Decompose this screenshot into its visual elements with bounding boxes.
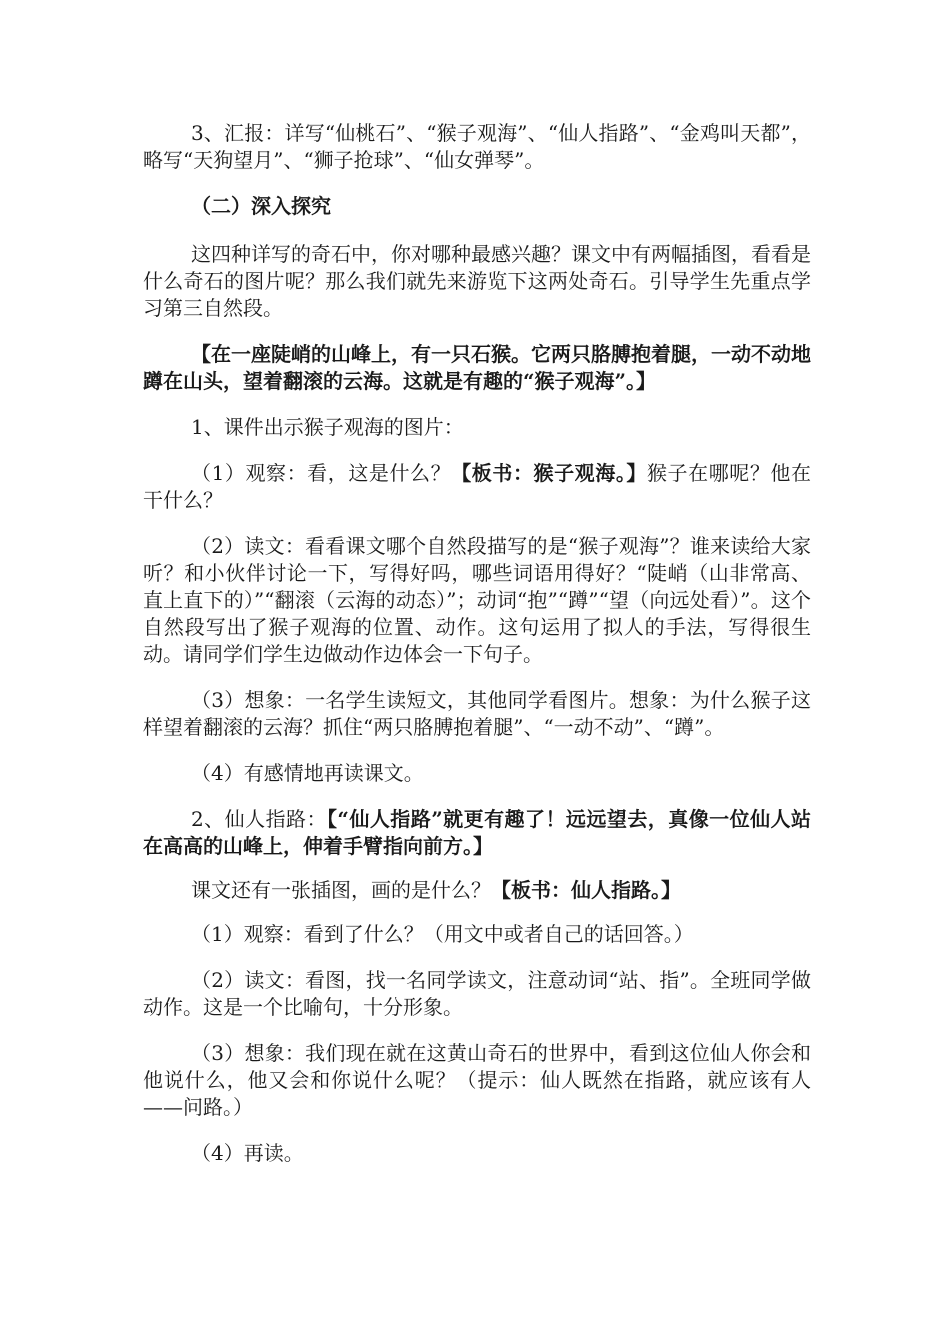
paragraph-step-1: 1、课件出示猴子观海的图片：	[191, 415, 464, 439]
paragraph-intro: 这四种详写的奇石中，你对哪种最感兴趣？课文中有两幅插图，看看是什么奇石的图片呢？那么我们就先来游览下这两处奇石。引导学生先重点学习第三自然段。	[143, 242, 811, 320]
board-note-immortal: 【板书：仙人指路。】	[491, 878, 681, 902]
quote-monkey-watching-sea: 【在一座陡峭的山峰上，有一只石猴。它两只胳膊抱着腿，一动不动地蹲在山头，望着翻滚的云海。这就是有趣的“猴子观海”。】	[143, 342, 811, 393]
paragraph-imagine-2: （3）想象：我们现在就在这黄山奇石的世界中，看到这位仙人你会和他说什么，他又会和你说什么呢？（提示：仙人既然在指路，就应该有人——问路。）	[143, 1041, 811, 1119]
step-2-label: 2、仙人指路：	[191, 807, 327, 831]
quote-immortal-pointing: 【“仙人指路”就更有趣了！远远望去，真像一位仙人站在高高的山峰上，伸着手臂指向前方。】	[143, 807, 811, 858]
section-heading-explore: （二）深入探究	[191, 194, 331, 218]
observe-question: （1）观察：看，这是什么？	[191, 461, 452, 485]
document-page	[143, 120, 811, 1186]
paragraph-illustration	[143, 877, 811, 904]
paragraph-report: 3、汇报：详写“仙桃石”、“猴子观海”、“仙人指路”、“金鸡叫天都”，略写“天狗望月”、“狮子抢球”、“仙女弹琴”。	[143, 121, 811, 172]
paragraph-immortal-pointing	[143, 806, 811, 860]
paragraph-reread-2: （4）再读。	[191, 1141, 304, 1165]
illustration-question: 课文还有一张插图，画的是什么？	[191, 878, 491, 902]
paragraph-imagine: （3）想象：一名学生读短文，其他同学看图片。想象：为什么猴子这样望着翻滚的云海？抓住“两只胳膊抱着腿”、“一动不动”、“蹲”。	[143, 688, 811, 739]
paragraph-read-text: （2）读文：看看课文哪个自然段描写的是“猴子观海”？谁来读给大家听？和小伙伴讨论一下，写得好吗，哪些词语用得好？“陡峭（山非常高、直上直下的）”“翻滚（云海的动态）”；动词“抱”“蹲”“望（向远处看）”。这个自然段写出了猴子观海的位置、动作。这句运用了拟人的手法，写得很生动。请同学们学生边做动作边体会一下句子。	[143, 534, 811, 666]
paragraph-observe	[143, 460, 811, 514]
board-note-monkey: 【板书：猴子观海。】	[451, 461, 647, 485]
paragraph-observe-2: （1）观察：看到了什么？（用文中或者自己的话回答。）	[191, 922, 694, 946]
observe-followup: 猴子在哪呢？他在干什么？	[143, 461, 812, 512]
paragraph-read-text-2: （2）读文：看图，找一名同学读文，注意动词“站、指”。全班同学做动作。这是一个比喻句，十分形象。	[143, 968, 811, 1019]
paragraph-reread: （4）有感情地再读课文。	[191, 761, 424, 785]
